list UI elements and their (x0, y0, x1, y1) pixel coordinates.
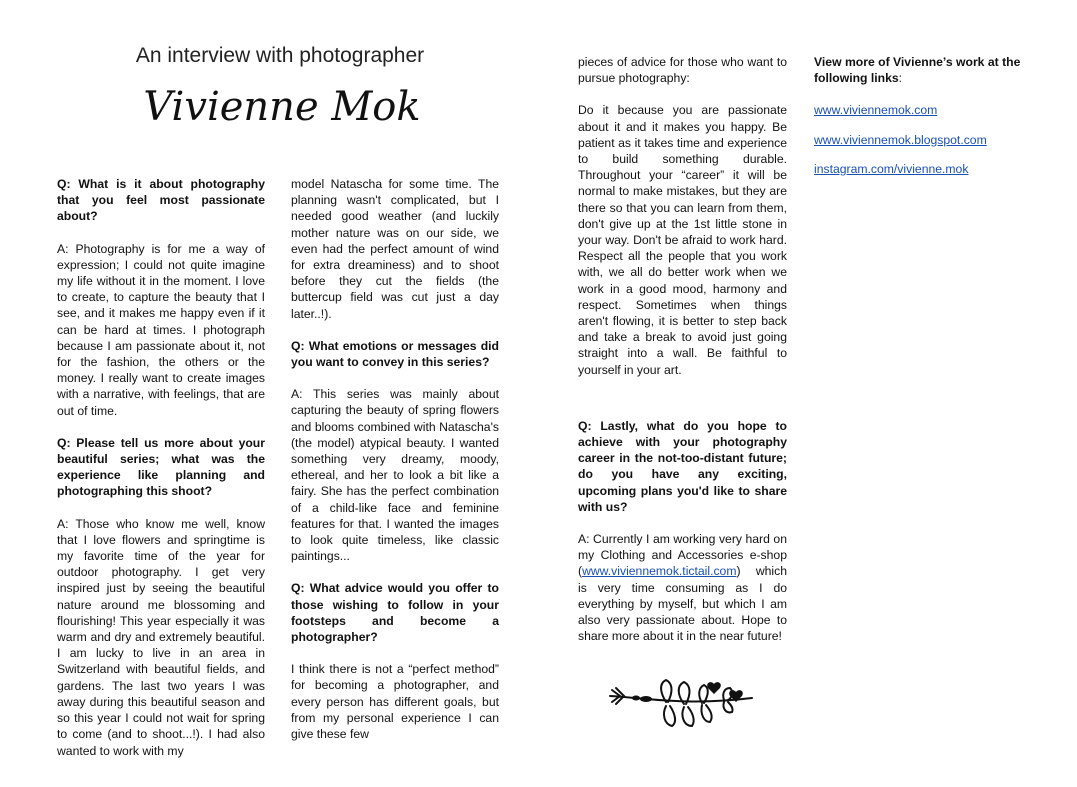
question-5: Q: Lastly, what do you hope to achieve with your photography career in the not-too-distant future; do you have any exciting, upcoming plans you'd like to share with us? (578, 418, 787, 514)
answer-5 (578, 531, 787, 644)
answer-5-text: A: Currently I am working very hard on my Clothing and Accessories e-shop ( (578, 532, 787, 579)
answer-2: A: Those who know me well, know that I love flowers and springtime is my favorite time of the year for outdoor photography. I get very inspired just by seeing the beautiful nature around me blossoming and flourishing! This year especially it was warm and dry and extremely beautiful. I am lucky to live in an area in Switzerland with beautiful fields, and gardens. The last two years I was away during this beautiful season and so this year I could not wait for spring to come (and to shoot...!). I had also wanted to work with my (57, 516, 265, 758)
svg-text:Vivienne Mok: Vivienne Mok (143, 84, 421, 130)
column-4-links (814, 54, 1034, 190)
signature-name-script (132, 78, 432, 138)
floral-ornament-icon (606, 676, 756, 732)
links-list (814, 102, 1034, 177)
answer-4: I think there is not a “perfect method” for becoming a photographer, and every person has different goals, but from my personal experience I can give these few (291, 662, 499, 742)
eshop-link[interactable]: www.viviennemok.tictail.com (582, 564, 737, 579)
question-3: Q: What emotions or messages did you want to convey in this series? (291, 338, 499, 370)
view-more-text: View more of Vivienne’s work at the following links (814, 55, 1021, 86)
view-more-colon: : (898, 71, 903, 86)
question-1: Q: What is it about photography that you feel most passionate about? (57, 177, 265, 224)
column-3 (578, 54, 787, 645)
question-2: Q: Please tell us more about your beautiful series; what was the experience like planning and photographing this shoot? (57, 435, 265, 499)
answer-5-text-end: ) which is very time consuming as I do everything by myself, but which I am also very passionate about. Hope to share more about it in the near future! (578, 564, 787, 644)
answer-1: A: Photography is for me a way of expression; I could not quite imagine my life without it in the moment. I love to create, to capture the beauty that I see, and it makes me happy even if it can be hard at times. I photograph because I am passionate about it, not for the fashion, the others or the money. I really want to create images with a narrative, with feelings, that are out of time. (57, 241, 265, 418)
instagram-link[interactable]: instagram.com/vivienne.mok (814, 161, 969, 176)
website-link[interactable]: www.viviennemok.com (814, 103, 938, 118)
view-more-heading (814, 54, 1034, 86)
answer-3: A: This series was mainly about capturing the beauty of spring flowers and blooms combined with Natascha's (the model) atypical beauty. I wanted something very dreamy, moody, ethereal, and her to look a bit like a fairy. She has the perfect combination of a child-like face and feminine features for that. I wanted the images to look quite timeless, like classic paintings... (291, 387, 499, 564)
page-title: An interview with photographer (135, 44, 425, 67)
answer-2-continued: model Natascha for some time. The planning wasn't complicated, but I needed good weather (and luckily mother nature was on our side, we even had the perfect amount of wind for extra dreaminess) and to shoot before they cut the fields (the buttercup field was cut just a day later..!). (291, 177, 499, 321)
blog-link[interactable]: www.viviennemok.blogspot.com (814, 132, 987, 147)
column-1 (57, 176, 265, 759)
answer-4-continued: pieces of advice for those who want to pursue photography: (578, 55, 787, 86)
question-4: Q: What advice would you offer to those wishing to follow in your footsteps and become a photographer? (291, 581, 499, 645)
column-2 (291, 176, 499, 742)
answer-4-advice: Do it because you are passionate about it and it makes you happy. Be patient as it takes time and experience to build something durable. Throughout your “career” it will be normal to make mistakes, but they are there so that you can learn from them, don't give up at the 1st little stone in your way. Don't be afraid to work hard. Respect all the people that you work with, we all do better work when we work in a good mood, harmony and respect. Sometimes when things aren't flowing, it is better to step back and take a break to avoid just going straight into a wall. Be faithful to yourself in your art. (578, 103, 787, 377)
